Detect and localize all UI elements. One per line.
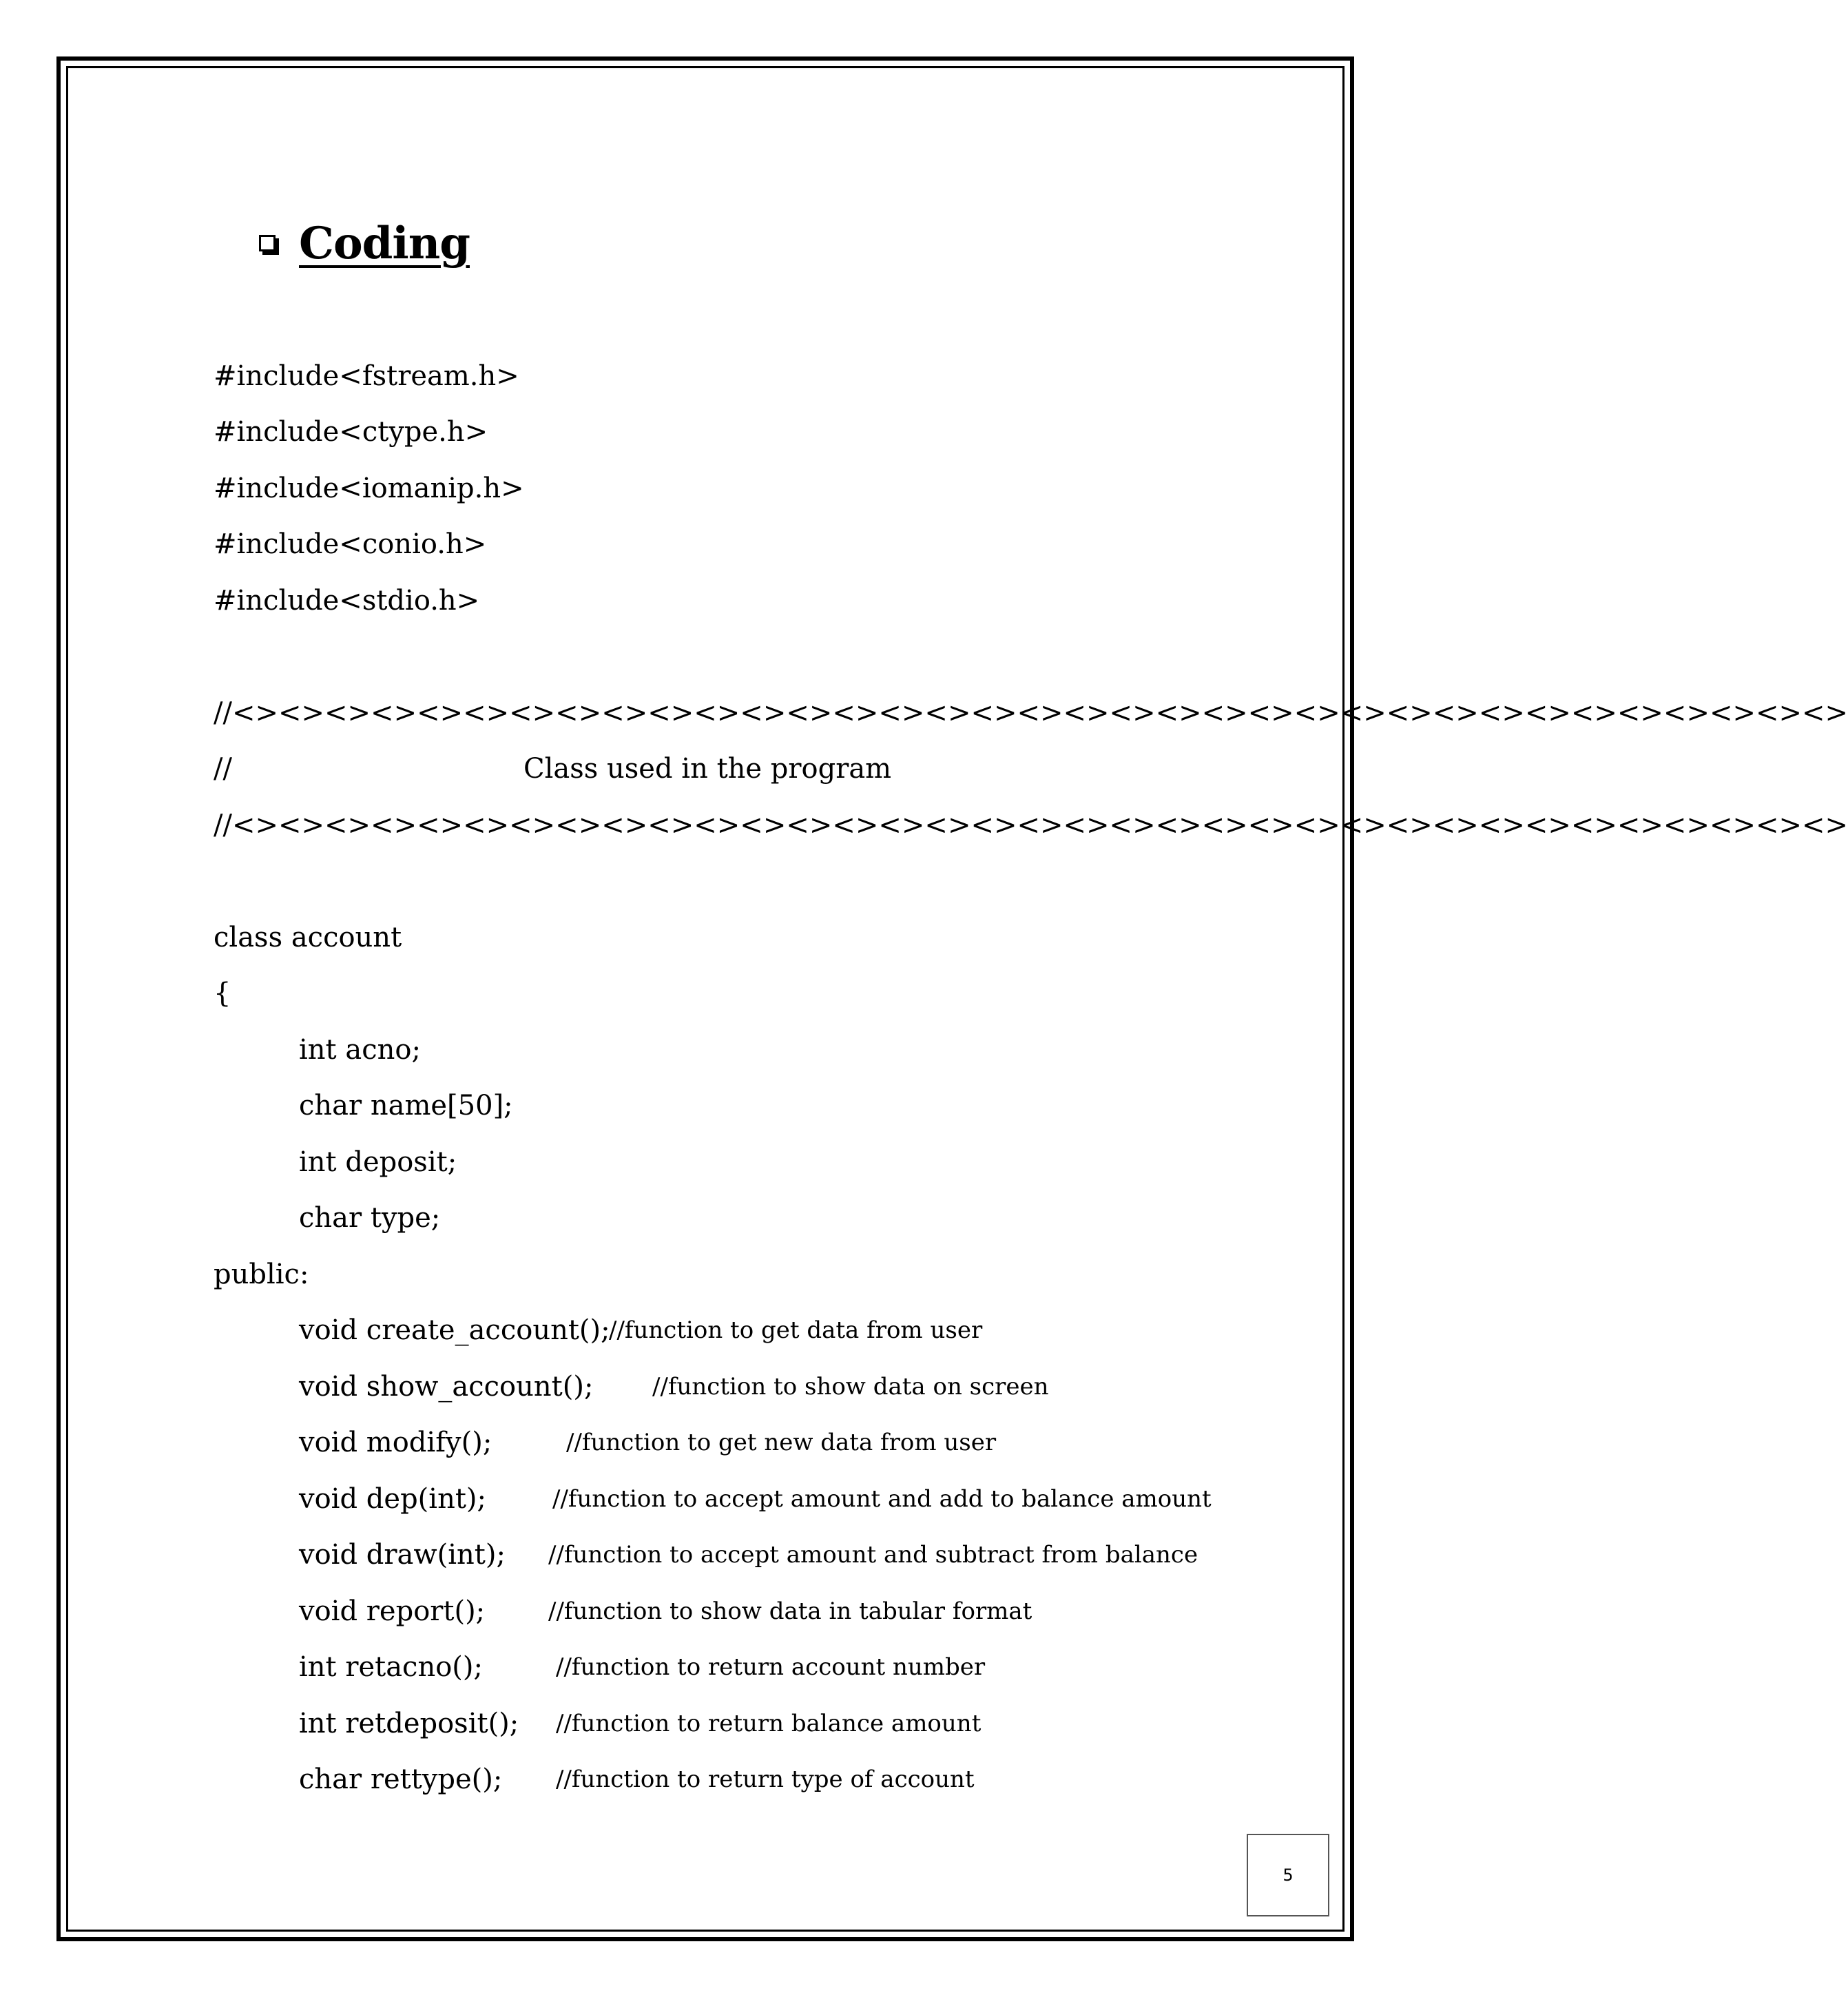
method-comment: //function to show data in tabular format [548, 1597, 1032, 1625]
comment-text: Class used in the program [523, 753, 892, 785]
member-line: int deposit; [299, 1146, 457, 1178]
method-line [214, 1640, 1316, 1696]
code-line-include: #include<stdio.h> [214, 584, 480, 617]
code-line-include: #include<fstream.h> [214, 360, 519, 392]
method-statement: int retacno(); [299, 1651, 483, 1684]
method-statement: char rettype(); [299, 1764, 503, 1796]
method-line [214, 1415, 1316, 1471]
method-statement: void create_account(); [299, 1314, 610, 1347]
method-comment: //function to accept amount and subtract from balance [548, 1541, 1198, 1569]
method-statement: void report(); [299, 1595, 486, 1627]
open-brace: { [214, 978, 231, 1010]
comment-prefix: // [214, 753, 232, 785]
code-line-include: #include<ctype.h> [214, 416, 488, 448]
method-line [214, 1527, 1316, 1584]
member-line: int acno; [299, 1033, 421, 1066]
method-comment: //function to get new data from user [566, 1429, 997, 1457]
method-comment: //function to return type of account [556, 1766, 975, 1794]
method-comment: //function to accept amount and add to balance amount [552, 1485, 1212, 1513]
section-heading [259, 212, 470, 274]
method-line [214, 1752, 1316, 1808]
method-line [214, 1583, 1316, 1640]
code-listing [214, 348, 1848, 1808]
method-statement: void draw(int); [299, 1539, 506, 1571]
method-statement: void modify(); [299, 1427, 492, 1459]
method-statement: void dep(int); [299, 1482, 486, 1515]
method-comment: //function to return balance amount [556, 1709, 982, 1737]
method-line [214, 1695, 1316, 1752]
method-line [214, 1471, 1316, 1527]
page-number: 5 [1247, 1834, 1329, 1916]
heading-title: Coding [299, 217, 470, 269]
code-line-include: #include<iomanip.h> [214, 472, 524, 504]
method-statement: int retdeposit(); [299, 1707, 519, 1739]
separator-comment [214, 741, 1316, 798]
member-line: char type; [299, 1202, 441, 1234]
blank-line [214, 854, 1316, 910]
method-line [214, 1358, 1316, 1415]
separator-top: //<><><><><><><><><><><><><><><><><><><><><><><><><><><><><><><><><><><> [214, 696, 1848, 729]
method-line [214, 1303, 1316, 1359]
class-header: class account [214, 921, 402, 953]
code-line-include: #include<conio.h> [214, 528, 487, 561]
method-comment: //function to show data on screen [652, 1372, 1049, 1400]
checkbox-square-icon [259, 235, 276, 251]
method-comment: //function to return account number [556, 1653, 986, 1682]
member-line: char name[50]; [299, 1090, 513, 1122]
method-statement: void show_account(); [299, 1370, 594, 1403]
separator-bottom: //<><><><><><><><><><><><><><><><><><><><><><><><><><><><><><><><><><><> [214, 809, 1848, 841]
blank-line [214, 629, 1316, 685]
method-comment: //function to get data from user [609, 1316, 983, 1345]
access-specifier: public: [214, 1258, 309, 1290]
